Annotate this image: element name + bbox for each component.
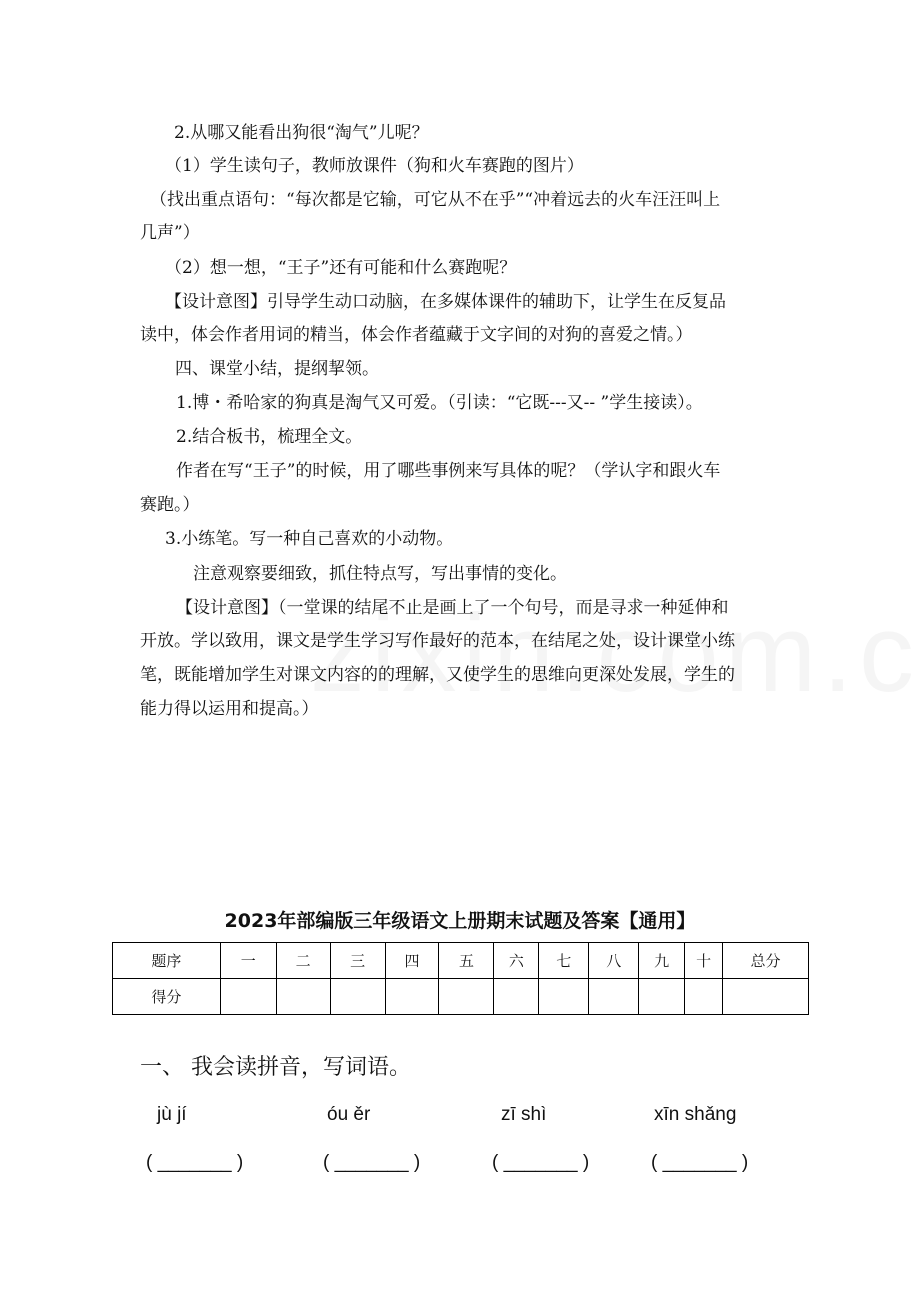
score-cell [539, 979, 589, 1015]
table-header-cell: 总分 [723, 943, 809, 979]
table-header-cell: 九 [639, 943, 685, 979]
score-cell [330, 979, 385, 1015]
exam-title: 2023年部编版三年级语文上册期末试题及答案【通用】 [224, 910, 696, 932]
table-header-cell: 二 [276, 943, 330, 979]
row-label: 得分 [113, 979, 221, 1015]
answer-blank: ( _______ ) [146, 1152, 244, 1173]
answer-blank: ( _______ ) [323, 1152, 421, 1173]
score-cell [220, 979, 276, 1015]
score-cell [276, 979, 330, 1015]
text-line: （找出重点语句：“每次都是它输，可它从不在乎”“冲着远去的火车汪汪叫上 [150, 190, 721, 210]
text-line: 1.博・希哈家的狗真是淘气又可爱。（引读：“它既---又-- ”学生接读）。 [176, 393, 703, 413]
pinyin-label: zī shì [501, 1104, 547, 1125]
text-line: 赛跑。） [140, 495, 200, 515]
text-line: 笔，既能增加学生对课文内容的的理解，又使学生的思维向更深处发展，学生的 [140, 665, 735, 685]
table-header-cell: 六 [494, 943, 539, 979]
score-cell [439, 979, 494, 1015]
score-table-score-row [113, 979, 809, 1015]
text-line: 几声”） [140, 223, 200, 243]
table-header-cell: 四 [385, 943, 439, 979]
score-cell [685, 979, 723, 1015]
text-line: 注意观察要细致，抓住特点写，写出事情的变化。 [193, 564, 567, 584]
score-cell [385, 979, 439, 1015]
score-cell [639, 979, 685, 1015]
text-line: 【设计意图】（一堂课的结尾不止是画上了一个句号，而是寻求一种延伸和 [176, 598, 729, 618]
text-line: 3.小练笔。写一种自己喜欢的小动物。 [165, 529, 454, 549]
text-line: （1）学生读句子，教师放课件（狗和火车赛跑的图片） [165, 156, 584, 176]
text-line: 【设计意图】引导学生动口动脑，在多媒体课件的辅助下，让学生在反复品 [165, 292, 726, 312]
text-line: 开放。学以致用，课文是学生学习写作最好的范本，在结尾之处，设计课堂小练 [140, 631, 735, 651]
table-header-cell: 十 [685, 943, 723, 979]
pinyin-label: xīn shǎng [654, 1104, 737, 1125]
text-line: 作者在写“王子”的时候，用了哪些事例来写具体的呢？（学认字和跟火车 [176, 461, 721, 481]
text-line: 2.结合板书，梳理全文。 [176, 427, 363, 447]
score-table [112, 942, 809, 1015]
answer-blank: ( _______ ) [651, 1152, 749, 1173]
score-cell [494, 979, 539, 1015]
pinyin-label: óu ěr [327, 1104, 371, 1125]
score-cell [723, 979, 809, 1015]
text-line: 能力得以运用和提高。） [140, 699, 319, 719]
score-table-header-row [113, 943, 809, 979]
score-cell [589, 979, 639, 1015]
answer-blank: ( _______ ) [492, 1152, 590, 1173]
text-line: 四、课堂小结，提纲挈领。 [175, 359, 379, 379]
table-header-cell: 一 [220, 943, 276, 979]
text-line: （2）想一想，“王子”还有可能和什么赛跑呢？ [165, 258, 517, 278]
table-header-cell: 五 [439, 943, 494, 979]
table-header-cell: 题序 [113, 943, 221, 979]
pinyin-label: jù jí [157, 1104, 187, 1125]
text-line: 2.从哪又能看出狗很“淘气”儿呢？ [174, 123, 429, 143]
table-header-cell: 三 [330, 943, 385, 979]
section-heading: 一、 我会读拼音，写词语。 [140, 1055, 411, 1080]
text-line: 读中，体会作者用词的精当，体会作者蕴藏于文字间的对狗的喜爱之情。） [140, 325, 693, 345]
table-header-cell: 八 [589, 943, 639, 979]
table-header-cell: 七 [539, 943, 589, 979]
